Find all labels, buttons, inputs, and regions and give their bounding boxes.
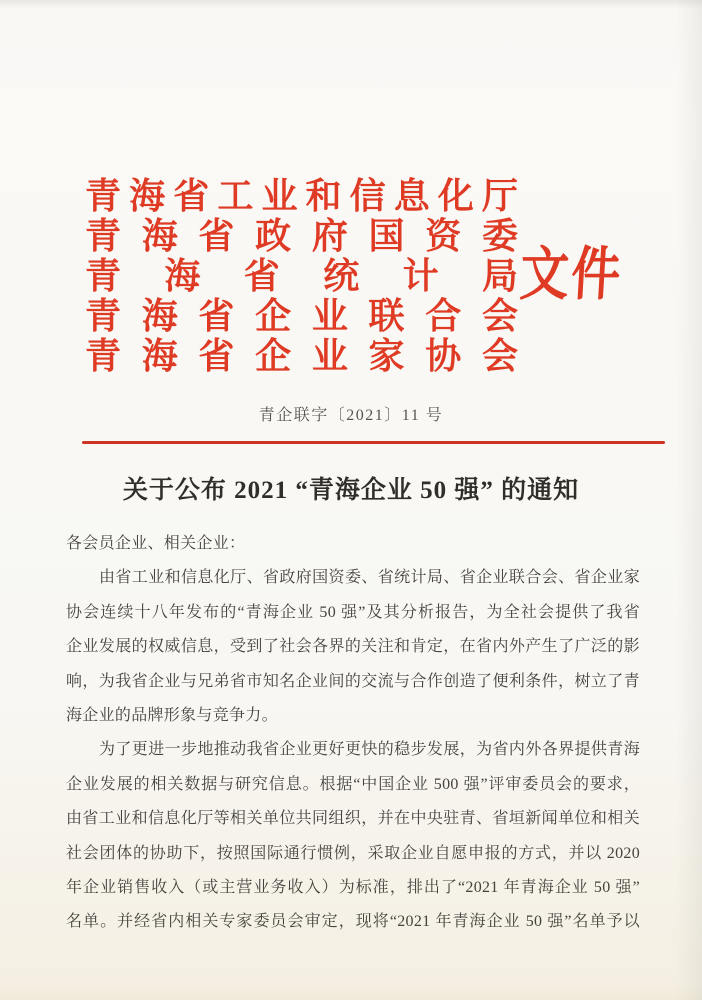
agency-name-block <box>85 176 518 376</box>
body-line-salutation: 各会员企业、相关企业： <box>66 535 246 552</box>
red-separator-line <box>82 441 665 444</box>
agency-line: 青海省企业联合会 <box>85 296 518 336</box>
body-line: 为了更进一步地推动我省企业更好更快的稳步发展，为省内外各界提供青海 <box>99 741 640 759</box>
body-line: 由省工业和信息化厅等相关单位共同组织，并在中央驻青、省垣新闻单位和相关 <box>66 810 640 828</box>
body-line: 企业发展的相关数据与研究信息。根据“中国企业 500 强”评审委员会的要求， <box>66 775 640 793</box>
document-body <box>66 527 640 940</box>
document-number: 青企联字〔2021〕11 号 <box>258 407 444 424</box>
body-line: 海企业的品牌形象与竞争力。 <box>66 706 278 724</box>
agency-line: 青海省企业家协会 <box>85 336 518 376</box>
body-line: 响，为我省企业与兄弟省市知名企业间的交流与合作创造了便利条件，树立了青 <box>66 672 640 690</box>
agency-line: 青海省政府国资委 <box>85 216 518 256</box>
body-line: 由省工业和信息化厅、省政府国资委、省统计局、省企业联合会、省企业家 <box>99 569 640 587</box>
body-line: 协会连续十八年发布的“青海企业 50 强”及其分析报告，为全社会提供了我省 <box>66 603 640 621</box>
document-title: 关于公布 2021 “青海企业 50 强” 的通知 <box>122 477 580 504</box>
agency-line: 青海省统计局 <box>85 256 518 296</box>
body-line: 年企业销售收入（或主营业务收入）为标准，排出了“2021 年青海企业 50 强” <box>66 878 640 896</box>
body-line: 社会团体的协助下，按照国际通行惯例，采取企业自愿申报的方式，并以 2020 <box>66 844 640 862</box>
body-line: 名单。并经省内相关专家委员会审定，现将“2021 年青海企业 50 强”名单予以 <box>66 913 640 931</box>
body-line: 企业发展的权威信息，受到了社会各界的关注和肯定，在省内外产生了广泛的影 <box>66 638 640 656</box>
agency-line: 青海省工业和信息化厅 <box>85 176 518 216</box>
letterhead <box>0 0 702 410</box>
file-mark-label: 文件 <box>518 242 625 307</box>
